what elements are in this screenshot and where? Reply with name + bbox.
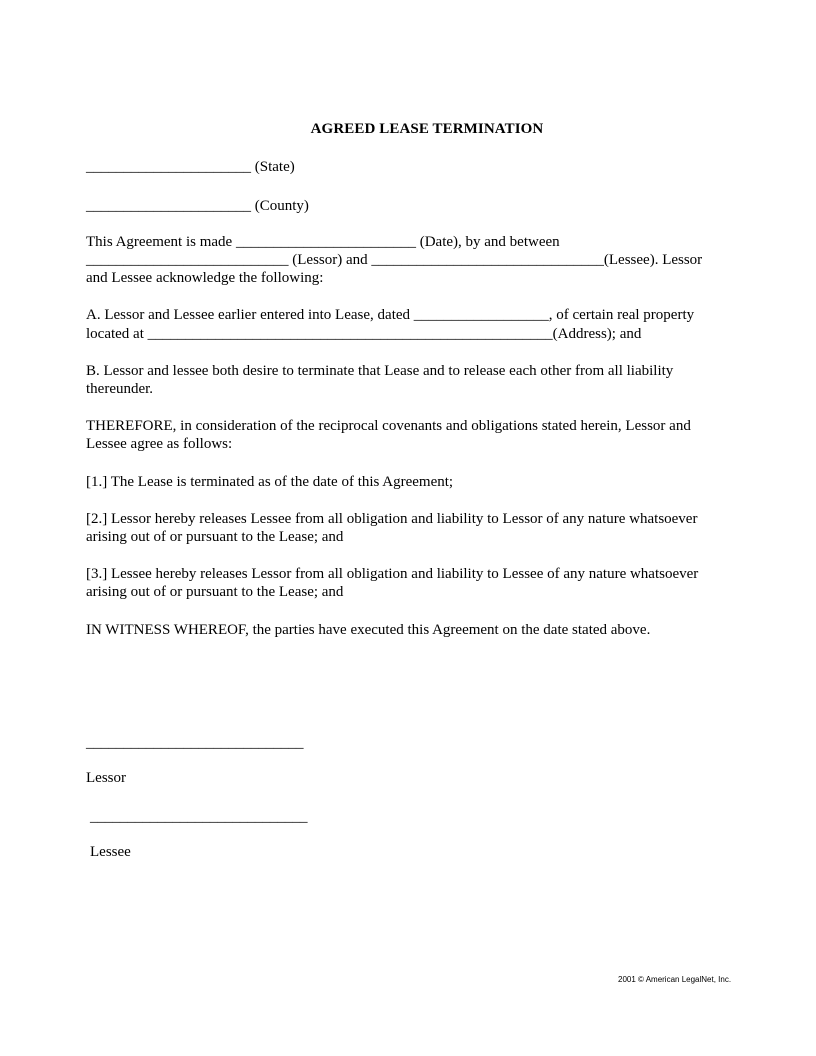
therefore-line-1: THEREFORE, in consideration of the reciprocal covenants and obligations stated herein, Lessor and bbox=[86, 418, 691, 434]
clause-1: [1.] The Lease is terminated as of the date of this Agreement; bbox=[86, 474, 454, 490]
intro-line-3: and Lessee acknowledge the following: bbox=[86, 270, 324, 286]
clause-2-line-2: arising out of or pursuant to the Lease; and bbox=[86, 529, 344, 545]
intro-line-2: ___________________________ (Lessor) and _______________________________(Lessee). Lessor bbox=[86, 252, 703, 268]
recital-a-line-2: located at ______________________________________________________(Address); and bbox=[86, 326, 642, 342]
therefore-line-2: Lessee agree as follows: bbox=[86, 436, 233, 452]
recital-b-line-2: thereunder. bbox=[86, 381, 154, 397]
clause-2-line-1: [2.] Lessor hereby releases Lessee from all obligation and liability to Lessor of any nature whatsoever bbox=[86, 511, 698, 527]
lessor-signature-line: _____________________________ bbox=[86, 735, 304, 751]
witness-statement: IN WITNESS WHEREOF, the parties have executed this Agreement on the date stated above. bbox=[86, 622, 651, 638]
clause-3-line-1: [3.] Lessee hereby releases Lessor from all obligation and liability to Lessee of any nature whatsoever bbox=[86, 566, 699, 582]
document-title: AGREED LEASE TERMINATION bbox=[310, 121, 544, 137]
lessee-label: Lessee bbox=[90, 844, 131, 860]
recital-a-line-1: A. Lessor and Lessee earlier entered into Lease, dated __________________, of certain real property bbox=[86, 307, 695, 323]
copyright-footer: 2001 © American LegalNet, Inc. bbox=[618, 975, 732, 984]
lessor-label: Lessor bbox=[86, 770, 126, 786]
recital-b-line-1: B. Lessor and lessee both desire to terminate that Lease and to release each other from all liability bbox=[86, 363, 674, 379]
county-field: ______________________ (County) bbox=[86, 198, 309, 214]
clause-3-line-2: arising out of or pursuant to the Lease; and bbox=[86, 584, 344, 600]
lessee-signature-line: _____________________________ bbox=[90, 809, 308, 825]
intro-line-1: This Agreement is made ________________________ (Date), by and between bbox=[86, 234, 560, 250]
state-field: ______________________ (State) bbox=[86, 159, 295, 175]
